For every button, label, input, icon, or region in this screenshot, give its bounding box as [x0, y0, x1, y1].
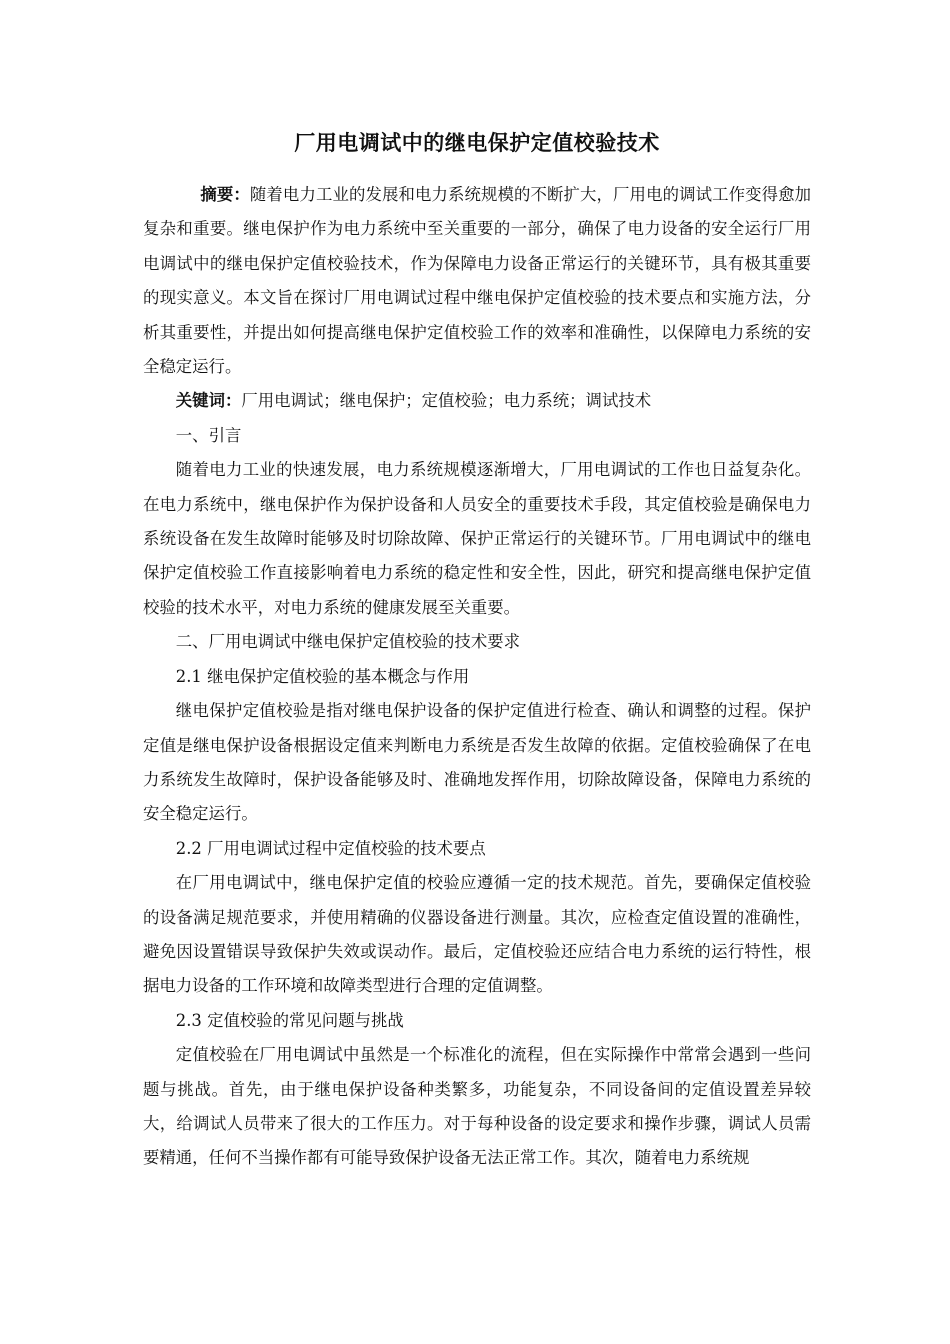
subsection-2-3-paragraph: 定值校验在厂用电调试中虽然是一个标准化的流程，但在实际操作中常常会遇到一些问题与挑战。首先，由于继电保护设备种类繁多，功能复杂，不同设备间的定值设置差异较大，给调试人员带来了很大的工作压力。对于每种设备的设定要求和操作步骤，调试人员需要精通，任何不当操作都有可能导致保护设备无法正常工作。其次，随着电力系统规	[143, 1045, 811, 1168]
subsection-2-1-paragraph: 继电保护定值校验是指对继电保护设备的保护定值进行检查、确认和调整的过程。保护定值是继电保护设备根据设定值来判断电力系统是否发生故障的依据。定值校验确保了在电力系统发生故障时，保护设备能够及时、准确地发挥作用，切除故障设备，保障电力系统的安全稳定运行。	[143, 701, 811, 824]
section-heading-technical-requirements: 二、厂用电调试中继电保护定值校验的技术要求	[175, 632, 520, 652]
abstract-text: 随着电力工业的发展和电力系统规模的不断扩大，厂用电的调试工作变得愈加复杂和重要。继电保护作为电力系统中至关重要的一部分，确保了电力设备的安全运行厂用电调试中的继电保护定值校验技术，作为保障电力设备正常运行的关键环节，具有极其重要的现实意义。本文旨在探讨厂用电调试过程中继电保护定值校验的技术要点和实施方法，分析其重要性，并提出如何提高继电保护定值校验工作的效率和准确性，以保障电力系统的安全稳定运行。	[143, 185, 812, 377]
section-heading-introduction: 一、引言	[175, 425, 242, 445]
subsection-heading-2-1: 2.1 继电保护定值校验的基本概念与作用	[175, 666, 470, 686]
subsection-heading-2-3: 2.3 定值校验的常见问题与挑战	[175, 1010, 404, 1030]
abstract-paragraph	[143, 178, 811, 384]
subsection-2-2-paragraph: 在厂用电调试中，继电保护定值的校验应遵循一定的技术规范。首先，要确保定值校验的设备满足规范要求，并使用精确的仪器设备进行测量。其次，应检查定值设置的准确性，避免因设置错误导致保护失效或误动作。最后，定值校验还应结合电力系统的运行特性，根据电力设备的工作环境和故障类型进行合理的定值调整。	[143, 873, 811, 996]
introduction-paragraph: 随着电力工业的快速发展，电力系统规模逐渐增大，厂用电调试的工作也日益复杂化。在电力系统中，继电保护作为保护设备和人员安全的重要技术手段，其定值校验是确保电力系统设备在发生故障时能够及时切除故障、保护正常运行的关键环节。厂用电调试中的继电保护定值校验工作直接影响着电力系统的稳定性和安全性，因此，研究和提高继电保护定值校验的技术水平，对电力系统的健康发展至关重要。	[143, 460, 811, 617]
subsection-heading-2-2: 2.2 厂用电调试过程中定值校验的技术要点	[175, 838, 486, 858]
document-title: 厂用电调试中的继电保护定值校验技术	[294, 131, 660, 155]
document-page	[143, 128, 811, 1176]
keywords-paragraph	[143, 384, 811, 418]
keywords-text: 厂用电调试；继电保护；定值校验；电力系统；调试技术	[241, 391, 652, 411]
keywords-label: 关键词：	[175, 391, 242, 411]
abstract-label: 摘要：	[200, 185, 250, 204]
